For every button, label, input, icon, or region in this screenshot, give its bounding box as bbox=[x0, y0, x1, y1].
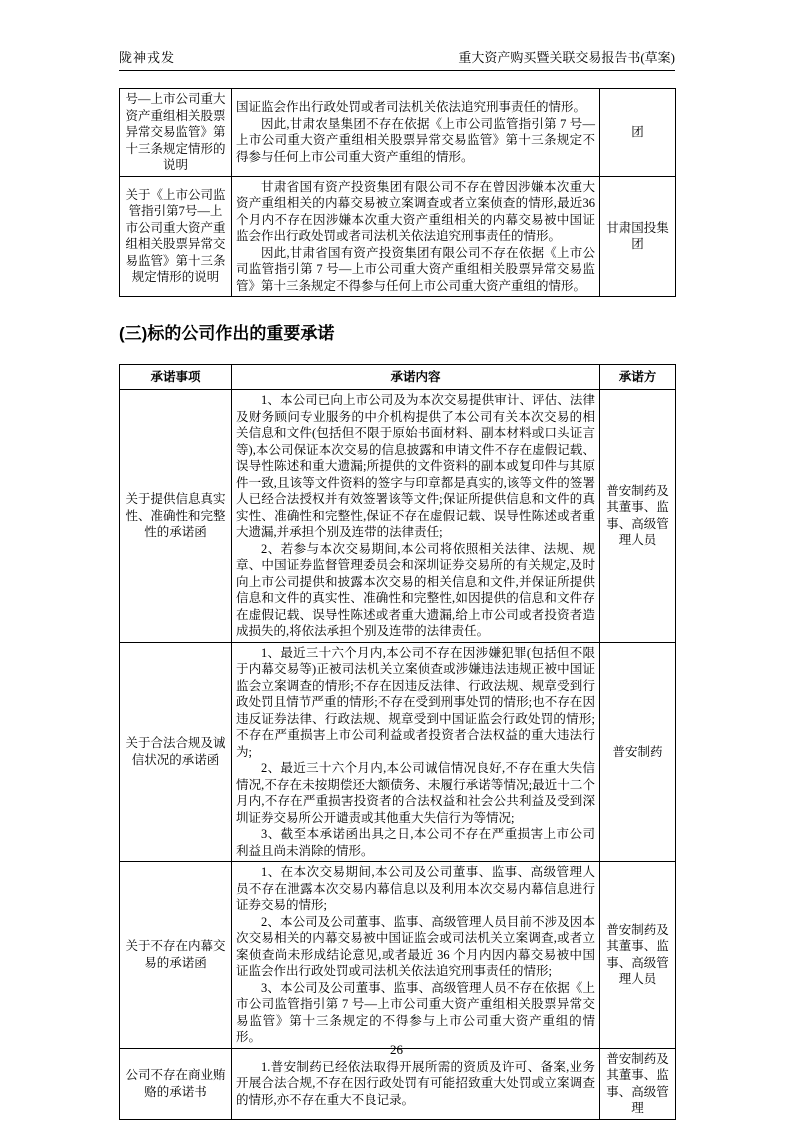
column-header-content: 承诺内容 bbox=[232, 365, 600, 390]
paragraph: 3、截至本承诺函出具之日,本公司不存在严重损害上市公司利益且尚未消除的情形。 bbox=[236, 827, 595, 858]
commitment-party-cell: 普安制药 bbox=[600, 642, 676, 862]
commitment-item-cell: 关于合法合规及诚信状况的承诺函 bbox=[120, 642, 232, 862]
paragraph: 3、本公司及公司董事、监事、高级管理人员不存在依据《上市公司监管指引第 7 号—上市公司重大资产重组相关股票异常交易监管》第十三条规定的不得参与上市公司重大资产重组的情形。 bbox=[236, 980, 595, 1044]
table-row bbox=[120, 862, 676, 1049]
column-header-party: 承诺方 bbox=[600, 365, 676, 390]
commitment-item-cell: 关于提供信息真实性、准确性和完整性的承诺函 bbox=[120, 390, 232, 643]
paragraph: 1.普安制药已经依法取得开展所需的资质及许可、备案,业务开展合法合规,不存在因行政处罚有可能招致重大处罚或立案调查的情形,亦不存在重大不良记录。 bbox=[236, 1059, 595, 1107]
commitment-party-cell: 普安制药及其董事、监事、高级管理人员 bbox=[600, 390, 676, 643]
page-content bbox=[119, 88, 675, 1120]
paragraph: 因此,甘肃省国有资产投资集团有限公司不存在依据《上市公司监管指引第 7 号—上市公司重大资产重组相关股票异常交易监管》第十三条规定不得参与任何上市公司重大资产重组的情形。 bbox=[236, 245, 595, 293]
paragraph: 2、最近三十六个月内,本公司诚信情况良好,不存在重大失信情况,不存在未按期偿还大额债务、未履行承诺等情况;最近十二个月内,不存在严重损害投资者的合法权益和社会公共利益及受到深圳证券交易所公开谴责或其他重大失信行为等情况; bbox=[236, 761, 595, 825]
commitment-content-cell bbox=[232, 1048, 600, 1119]
table-header-row bbox=[120, 365, 676, 390]
paragraph: 1、在本次交易期间,本公司及公司董事、监事、高级管理人员不存在泄露本次交易内幕信息以及利用本次交易内幕信息进行证券交易的情形; bbox=[236, 865, 595, 912]
table-row bbox=[120, 1048, 676, 1119]
commitment-party-cell: 甘肃国投集团 bbox=[600, 176, 676, 297]
page-number: 26 bbox=[390, 1042, 403, 1057]
paragraph: 甘肃省国有资产投资集团有限公司不存在曾因涉嫌本次重大资产重组相关的内幕交易被立案调查或者立案侦查的情形,最近36 个月内不存在因涉嫌本次重大资产重组相关的内幕交易被中国证监会作出行政处罚或者司法机关依法追究刑事责任的情形。 bbox=[236, 179, 595, 243]
page-header bbox=[119, 50, 675, 71]
commitment-party-cell: 普安制药及其董事、监事、高级管理 bbox=[600, 1048, 676, 1119]
table-row bbox=[120, 89, 676, 177]
table-row bbox=[120, 176, 676, 297]
paragraph: 国证监会作出行政处罚或者司法机关依法追究刑事责任的情形。 bbox=[236, 100, 587, 115]
commitment-item-cell: 关于不存在内幕交易的承诺函 bbox=[120, 862, 232, 1049]
continuation-table bbox=[119, 88, 676, 297]
paragraph: 2、若参与本次交易期间,本公司将依照相关法律、法规、规章、中国证券监督管理委员会和深圳证券交易所的有关规定,及时向上市公司提供和披露本次交易的相关信息和文件,并保证所提供信息和文件的真实性、准确性和完整性,如因提供的信息和文件存在虚假记载、误导性陈述或者重大遗漏,给上市公司或者投资者造成损失的,将依法承担个别及连带的法律责任。 bbox=[236, 541, 595, 638]
column-header-item: 承诺事项 bbox=[120, 365, 232, 390]
commitment-content-cell bbox=[232, 89, 600, 177]
commitment-content-cell bbox=[232, 390, 600, 643]
paragraph: 因此,甘肃农垦集团不存在依据《上市公司监管指引第 7 号—上市公司重大资产重组相关股票异常交易监管》第十三条规定不得参与任何上市公司重大资产重组的情形。 bbox=[236, 116, 595, 164]
commitments-table bbox=[119, 364, 676, 1120]
paragraph: 2、本公司及公司董事、监事、高级管理人员目前不涉及因本次交易相关的内幕交易被中国证监会或司法机关立案调查,或者立案侦查尚未形成结论意见,或者最近 36 个月内因内幕交易被中国证监会作出行政处罚或司法机关依法追究刑事责任的情形; bbox=[236, 914, 595, 978]
paragraph: 1、最近三十六个月内,本公司不存在因涉嫌犯罪(包括但不限于内幕交易等)正被司法机关立案侦查或涉嫌违法违规正被中国证监会立案调查的情形;不存在因违反法律、行政法规、规章受到行政处罚且情节严重的情形;不存在受到刑事处罚的情形;也不存在因违反证券法律、行政法规、规章受到中国证监会行政处罚的情形;不存在严重损害上市公司利益或者投资者合法权益的重大违法行为; bbox=[236, 645, 595, 759]
commitment-content-cell bbox=[232, 642, 600, 862]
commitment-content-cell bbox=[232, 862, 600, 1049]
commitment-content-cell bbox=[232, 176, 600, 297]
commitment-item-cell: 号—上市公司重大资产重组相关股票异常交易监管》第十三条规定情形的说明 bbox=[120, 89, 232, 177]
commitment-item-cell: 关于《上市公司监管指引第7号—上市公司重大资产重组相关股票异常交易监管》第十三条规定情形的说明 bbox=[120, 176, 232, 297]
commitment-item-cell: 公司不存在商业贿赂的承诺书 bbox=[120, 1048, 232, 1119]
table-row bbox=[120, 390, 676, 643]
commitment-party-cell: 普安制药及其董事、监事、高级管理人员 bbox=[600, 862, 676, 1049]
header-report-title: 重大资产购买暨关联交易报告书(草案) bbox=[458, 50, 675, 65]
table-row bbox=[120, 642, 676, 862]
section-heading: (三)标的公司作出的重要承诺 bbox=[119, 324, 335, 343]
paragraph: 1、本公司已向上市公司及为本次交易提供审计、评估、法律及财务顾问专业服务的中介机构提供了本公司有关本次交易的相关信息和文件(包括但不限于原始书面材料、副本材料或口头证言等),本公司保证本次交易的信息披露和申请文件不存在虚假记载、误导性陈述和重大遗漏;所提供的文件资料的副本或复印件与其原件一致,且该等文件资料的签字与印章都是真实的,该等文件的签署人已经合法授权并有效签署该等文件;保证所提供信息和文件的真实性、准确性和完整性,保证不存在虚假记载、误导性陈述或者重大遗漏,并承担个别及连带的法律责任; bbox=[236, 393, 595, 539]
commitment-party-cell: 团 bbox=[600, 89, 676, 177]
header-company-name: 陇神戎发 bbox=[119, 50, 176, 65]
